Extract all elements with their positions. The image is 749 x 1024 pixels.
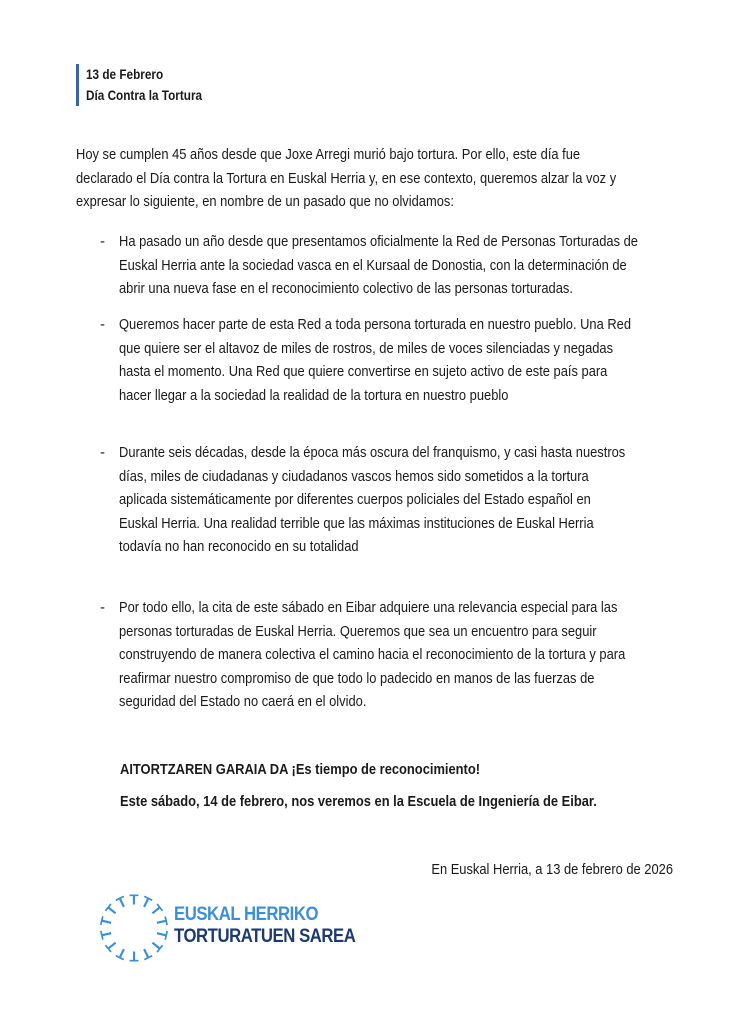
bullet-line: seguridad del Estado no caerá en el olvido.	[119, 693, 367, 710]
logo-t-mark: T	[146, 901, 166, 920]
bullet-line: días, miles de ciudadanas y ciudadanos vascos hemos sido sometidos a la tortura	[119, 467, 589, 485]
closing-event-text: Este sábado, 14 de febrero, nos veremos en la Escuela de Ingeniería de Eibar.	[120, 793, 597, 810]
logo-t-mark: T	[146, 936, 166, 955]
bullet-line: Durante seis décadas, desde la época más oscura del franquismo, y casi hasta nuestros	[119, 444, 626, 461]
bullet-line: aplicada sistemáticamente por diferentes cuerpos policiales del Estado español en	[119, 491, 591, 508]
logo-t-mark: T	[138, 893, 154, 913]
bullet-line: que quiere ser el altavoz de miles de rostros, de miles de voces silenciadas y negadas	[119, 339, 614, 357]
logo-t-mark: T	[138, 943, 154, 963]
header-title: Día Contra la Tortura	[86, 87, 203, 103]
bullet-line: todavía no han reconocido en su totalidad	[119, 538, 359, 555]
logo-t-mark: T	[102, 901, 122, 920]
bullet-line: construyendo de manera colectiva el camino hacia el reconocimiento de la tortura y para	[119, 646, 626, 663]
bullet-line: Queremos hacer parte de esta Red a toda persona torturada en nuestro pueblo. Una Red	[119, 316, 632, 333]
bullet-dash: -	[100, 316, 105, 333]
logo-t-mark: T	[114, 893, 130, 913]
bullet-line: Euskal Herria. Una realidad terrible que las máximas instituciones de Euskal Herria	[119, 514, 594, 532]
logo-t-mark: T	[129, 891, 139, 909]
bullet-line: Ha pasado un año desde que presentamos oficialmente la Red de Personas Torturadas de	[119, 233, 638, 250]
logo-ring-icon	[96, 888, 172, 968]
intro-line: declarado el Día contra la Tortura en Euskal Herria y, en ese contexto, queremos alzar la voz y	[76, 169, 617, 187]
bullet-line: Por todo ello, la cita de este sábado en Eibar adquiere una relevancia especial para las	[119, 599, 618, 616]
logo-t-mark: T	[151, 915, 171, 929]
intro-line: expresar lo siguiente, en nombre de un pasado que no olvidamos:	[76, 193, 454, 210]
logo-line-2: TORTURATUEN SAREA	[174, 926, 356, 947]
logo-t-mark: T	[114, 943, 130, 963]
bullet-line: hacer llegar a la sociedad la realidad de la tortura en nuestro pueblo	[119, 386, 509, 404]
bullet-dash: -	[100, 444, 105, 461]
bullet-dash: -	[100, 599, 105, 616]
intro-line: Hoy se cumplen 45 años desde que Joxe Arregi murió bajo tortura. Por ello, este día fue	[76, 146, 581, 163]
bullet-line: personas torturadas de Euskal Herria. Queremos que sea un encuentro para seguir	[119, 622, 597, 640]
signature	[392, 858, 673, 882]
bullet-line: abrir una nueva fase en el reconocimiento colectivo de las personas torturadas.	[119, 280, 573, 297]
bullet-line: reafirmar nuestro compromiso de que todo lo padecido en manos de las fuerzas de	[119, 669, 595, 687]
document-header	[76, 64, 224, 106]
organization-logo	[96, 888, 356, 968]
bullet-dash: -	[100, 233, 105, 250]
bullet-line: hasta el momento. Una Red que quiere convertirse en sujeto activo de este país para	[119, 363, 608, 380]
closing-slogan-text: AITORTZAREN GARAIA DA ¡Es tiempo de reconocimiento!	[120, 761, 481, 778]
logo-t-mark: T	[102, 936, 122, 955]
logo-line-1: EUSKAL HERRIKO	[174, 904, 319, 925]
intro-paragraph	[76, 143, 676, 214]
signature-text: En Euskal Herria, a 13 de febrero de 2026	[431, 861, 673, 878]
logo-t-mark: T	[97, 915, 117, 929]
logo-t-mark: T	[151, 927, 171, 941]
logo-t-mark: T	[97, 927, 117, 941]
logo-t-mark: T	[129, 947, 139, 965]
closing-slogan	[120, 758, 539, 782]
closing-event	[120, 790, 674, 814]
bullet-line: Euskal Herria ante la sociedad vasca en el Kursaal de Donostia, con la determinación de	[119, 256, 627, 274]
header-date: 13 de Febrero	[86, 66, 164, 82]
